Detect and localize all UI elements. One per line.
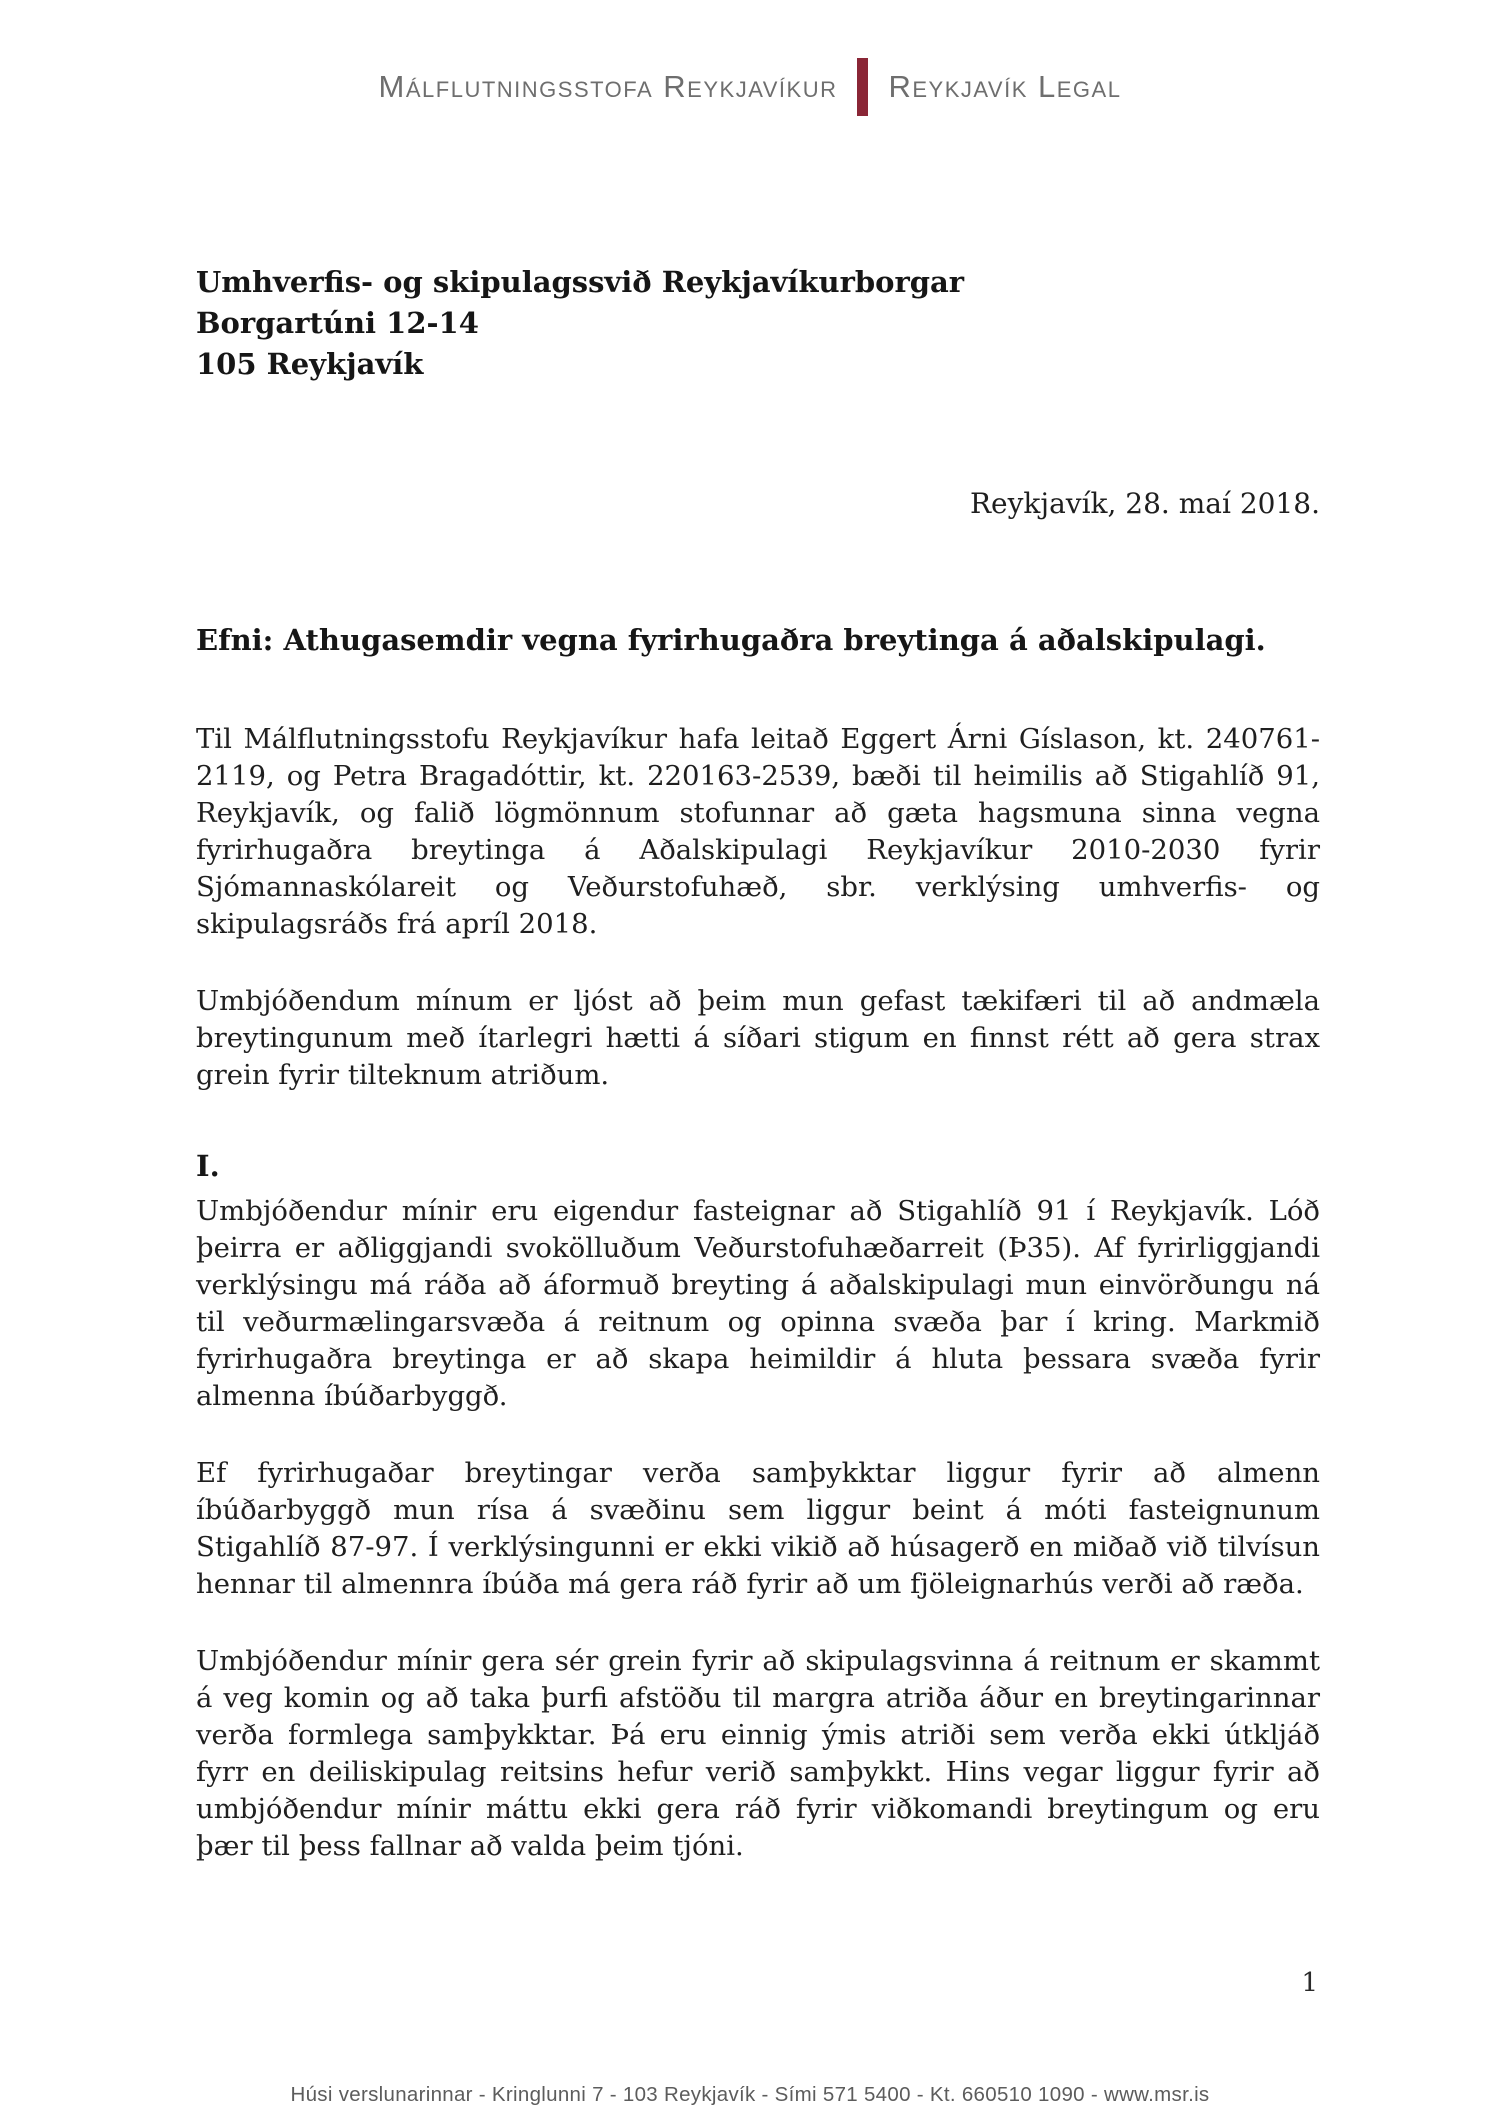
firm-name-icelandic: Málflutningsstofa Reykjavíkur xyxy=(378,69,838,104)
letter-body xyxy=(196,262,1320,1865)
footer-contact-line: Húsi verslunarinnar - Kringlunni 7 - 103 Reykjavík - Sími 571 5400 - Kt. 660510 1090 - www.msr.is xyxy=(290,2083,1210,2106)
recipient-line-street: Borgartúni 12-14 xyxy=(196,306,479,340)
firm-name-english: Reykjavík Legal xyxy=(888,69,1122,104)
paragraph-intro: Til Málflutningsstofu Reykjavíkur hafa leitað Eggert Árni Gíslason, kt. 240761-2119, og Petra Bragadóttir, kt. 220163-2539, bæði til heimilis að Stigahlíð 91, Reykjavík, og falið lögmönnum stofunnar að gæta hagsmuna sinna vegna fyrirhugaðra breytinga á Aðalskipulagi Reykjavíkur 2010-2030 fyrir Sjómannaskólareit og Veðurstofuhæð, sbr. verklýsing umhverfis- og skipulagsráðs frá apríl 2018. xyxy=(196,723,1320,940)
recipient-line-city: 105 Reykjavík xyxy=(196,347,424,381)
paragraph-section1-a: Umbjóðendur mínir eru eigendur fasteignar að Stigahlíð 91 í Reykjavík. Lóð þeirra er aðliggjandi svokölluðum Veðurstofuhæðarreit (Þ35). Af fyrirliggjandi verklýsingu má ráða að áformuð breyting á aðalskipulagi mun einvörðungu ná til veðurmælingarsvæða á reitnum og opinna svæða þar í kring. Markmið fyrirhugaðra breytinga er að skapa heimildir á hluta þessara svæða fyrir almenna íbúðarbyggð. xyxy=(196,1195,1320,1412)
subject-line: Efni: Athugasemdir vegna fyrirhugaðra breytinga á aðalskipulagi. xyxy=(196,623,1266,657)
letterhead xyxy=(0,58,1500,116)
date-line: Reykjavík, 28. maí 2018. xyxy=(969,487,1320,520)
page-number: 1 xyxy=(1301,1968,1318,1998)
paragraph-section1-b: Ef fyrirhugaðar breytingar verða samþykktar liggur fyrir að almenn íbúðarbyggð mun rísa á svæðinu sem liggur beint á móti fasteignunum Stigahlíð 87-97. Í verklýsingunni er ekki vikið að húsagerð en miðað við tilvísun hennar til almennra íbúða má gera ráð fyrir að um fjöleignarhús verði að ræða. xyxy=(196,1457,1320,1600)
letterhead-divider-bar xyxy=(857,58,868,116)
recipient-line-organization: Umhverfis- og skipulagssvið Reykjavíkurborgar xyxy=(196,265,965,299)
recipient-address-block xyxy=(196,262,1320,385)
paragraph-section1-c: Umbjóðendur mínir gera sér grein fyrir að skipulagsvinna á reitnum er skammt á veg komin og að taka þurfi afstöðu til margra atriða áður en breytingarinnar verða formlega samþykktar. Þá eru einnig ýmis atriði sem verða ekki útkljáð fyrr en deiliskipulag reitsins hefur verið samþykkt. Hins vegar liggur fyrir að umbjóðendur mínir máttu ekki gera ráð fyrir viðkomandi breytingum og eru þær til þess fallnar að valda þeim tjóni. xyxy=(196,1645,1320,1862)
paragraph-notice: Umbjóðendum mínum er ljóst að þeim mun gefast tækifæri til að andmæla breytingunum með ítarlegri hætti á síðari stigum en finnst rétt að gera strax grein fyrir tilteknum atriðum. xyxy=(196,985,1320,1091)
section-1-heading: I. xyxy=(196,1149,220,1183)
